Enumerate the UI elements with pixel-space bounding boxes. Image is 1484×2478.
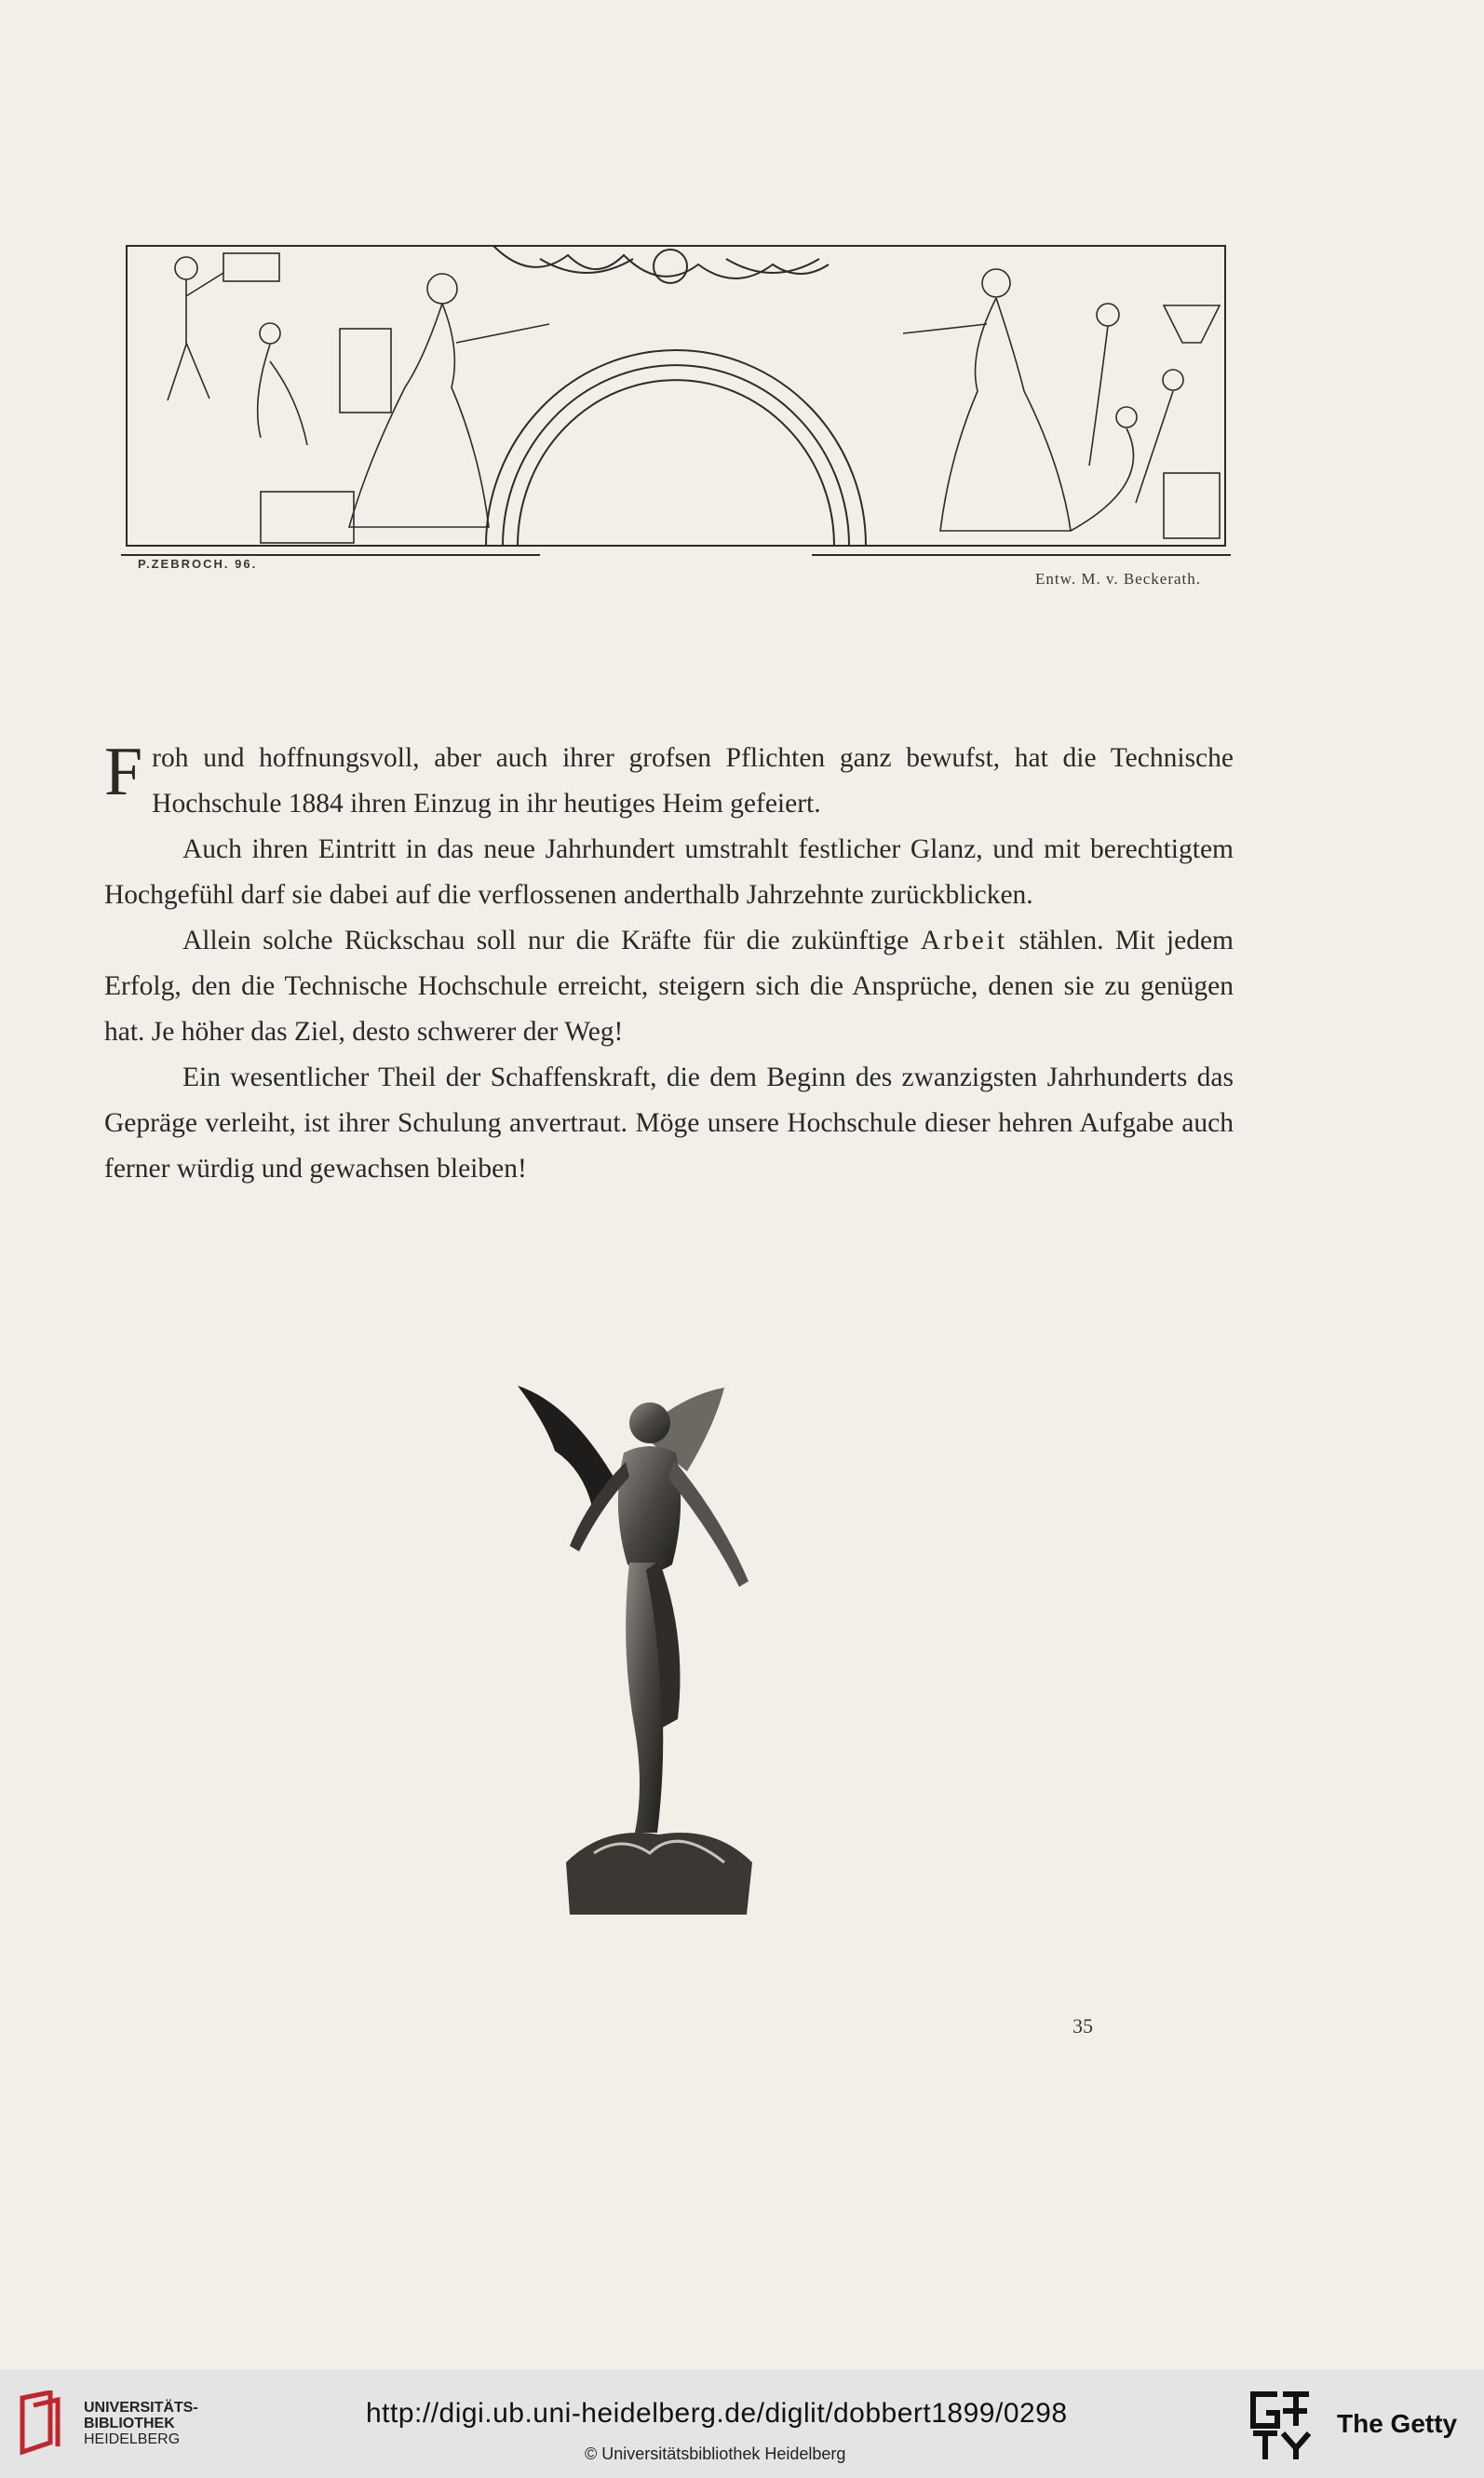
page-number: 35 [1073, 2014, 1093, 2038]
permalink-url[interactable]: http://digi.ub.uni-heidelberg.de/diglit/dobbert1899/0298 [366, 2398, 1068, 2429]
library-line-2: BIBLIOTHEK [84, 2416, 175, 2431]
university-library-logo-icon [17, 2390, 65, 2456]
copyright-notice: © Universitätsbibliothek Heidelberg [585, 2444, 846, 2463]
getty-name: The Getty [1337, 2409, 1458, 2438]
paragraph-3-end: stählen. Mit jedem Erfolg, den die Technische Hochschule erreicht, steigern sich die Ansprüche, denen sie zu genügen hat. Je höher das Ziel, desto schwerer der Weg! [104, 926, 1234, 1047]
paragraph-2: Auch ihren Eintritt in das neue Jahrhundert umstrahlt festlicher Glanz, und mit berechtigtem Hochgefühl darf sie dabei auf die verflossenen anderthalb Jahrzehnte zurückblicken. [104, 834, 1234, 910]
design-credit: Entw. M. v. Beckerath. [1035, 570, 1201, 588]
spaced-emphasis: Arbeit [920, 926, 1008, 955]
illustrator-signature: P.ZEBROCH. 96. [138, 557, 258, 571]
body-text [104, 736, 1234, 1192]
paragraph-4: Ein wesentlicher Theil der Schaffenskraft, die dem Beginn des zwanzigsten Jahrhunderts das Gepräge verleiht, ist ihrer Schulung anvertraut. Möge unsere Hochschule dieser hehren Aufgabe auch ferner würdig und gewachsen bleiben! [104, 1063, 1234, 1184]
paragraph-1-text: roh und hoffnungsvoll, aber auch ihrer grofsen Pflichten ganz bewufst, hat die Technische Hochschule 1884 ihren Einzug in ihr heutiges Heim gefeiert. [152, 743, 1234, 819]
paragraph-1 [104, 736, 1234, 827]
library-line-1: UNIVERSITÄTS- [84, 2400, 198, 2416]
library-line-3: HEIDELBERG [84, 2431, 181, 2447]
paragraph-3-start: Allein solche Rückschau soll nur die Kräfte für die zukünftige [182, 926, 921, 955]
university-library-name [84, 2400, 198, 2447]
frieze-illustration [121, 240, 1231, 575]
paragraph-3 [104, 918, 1234, 1055]
footer-bar [0, 2370, 1484, 2478]
getty-logo-icon [1248, 2389, 1313, 2463]
winged-statue-photo [510, 1378, 808, 1918]
drop-cap: F [104, 734, 143, 810]
